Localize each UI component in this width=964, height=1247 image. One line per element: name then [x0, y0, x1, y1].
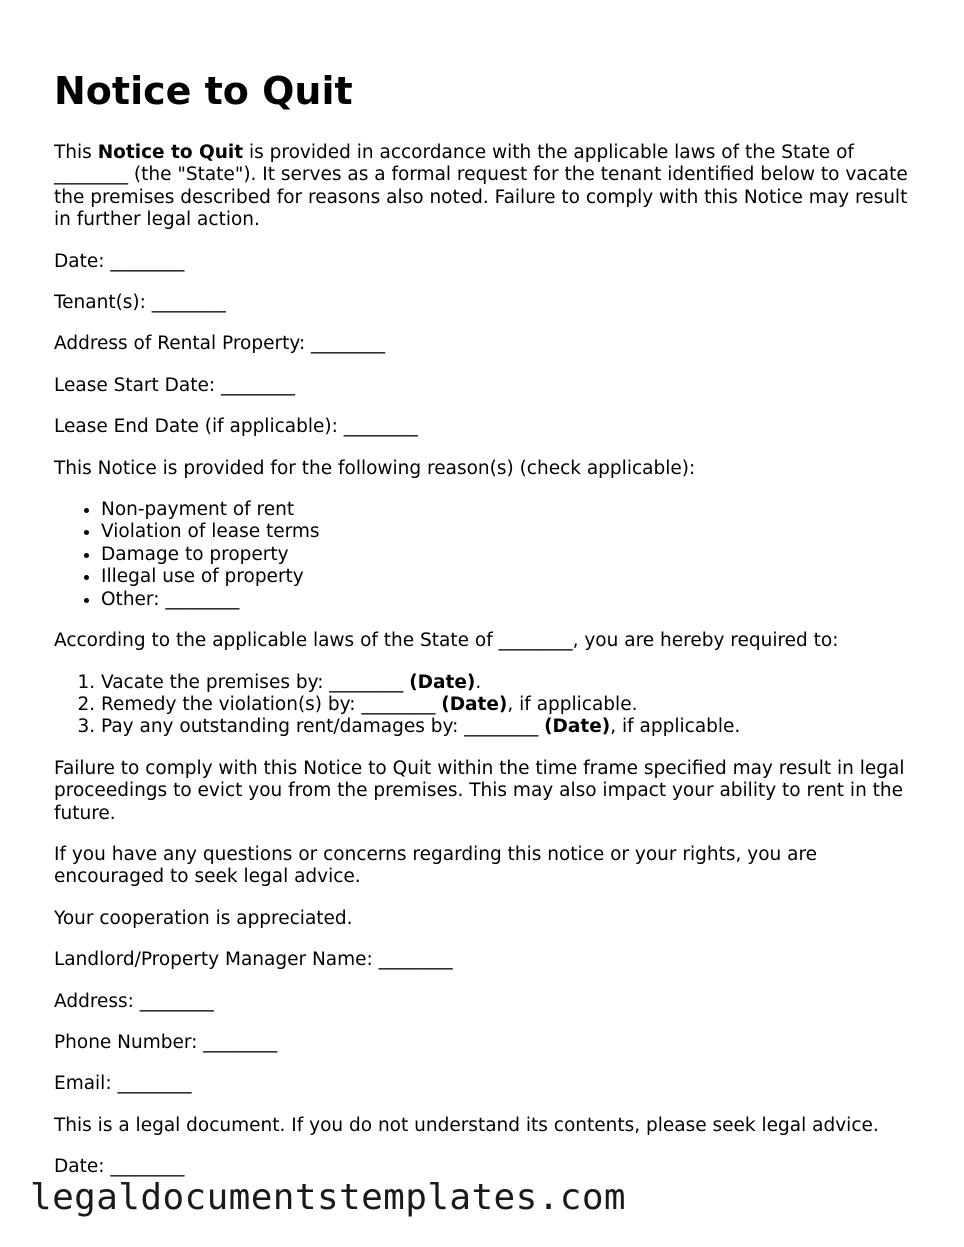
requirement-text: Vacate the premises by: ________ [101, 671, 410, 693]
cooperation-line: Your cooperation is appreciated. [54, 907, 353, 929]
list-item: • Damage to property [101, 544, 920, 566]
requirement-text: Pay any outstanding rent/damages by: ________ [101, 716, 545, 738]
requirement-suffix: , if applicable. [507, 693, 638, 715]
reasons-intro: This Notice is provided for the following reason(s) (check applicable): [54, 457, 696, 479]
requirements-list [54, 672, 920, 739]
list-item [101, 694, 920, 716]
list-item: • Violation of lease terms [101, 521, 920, 543]
list-item: • Other: ________ [101, 589, 920, 611]
field-lease-start: Lease Start Date: ________ [54, 374, 296, 396]
list-item [101, 672, 920, 694]
list-item: • Non-payment of rent [101, 499, 920, 521]
field-phone: Phone Number: ________ [54, 1031, 278, 1053]
document-page [54, 68, 920, 1198]
requirement-suffix: , if applicable. [610, 716, 741, 738]
questions-paragraph: If you have any questions or concerns regarding this notice or your rights, you are encouraged to seek legal advice. [54, 843, 818, 888]
failure-paragraph: Failure to comply with this Notice to Quit within the time frame specified may result in legal proceedings to evict you from the premises. This may also impact your ability to rent in the future. [54, 757, 905, 824]
field-date: Date: ________ [54, 250, 185, 272]
intro-paragraph [54, 142, 920, 232]
intro-rest: is provided in accordance with the applicable laws of the State of ________ (the "State"). It serves as a formal request for the tenant identified below to vacate the premises described for reasons also noted. Failure to comply with this Notice may result in further legal action. [54, 142, 908, 231]
field-lease-end: Lease End Date (if applicable): ________ [54, 416, 418, 438]
requirement-text: Remedy the violation(s) by: ________ [101, 693, 442, 715]
requirement-date-label: (Date) [409, 671, 476, 693]
requirement-date-label: (Date) [544, 716, 611, 738]
list-item [101, 716, 920, 738]
field-email: Email: ________ [54, 1073, 192, 1095]
requirements-intro: According to the applicable laws of the State of ________, you are hereby required to: [54, 630, 839, 652]
intro-bold-title: Notice to Quit [97, 142, 244, 163]
field-landlord-name: Landlord/Property Manager Name: ________ [54, 949, 453, 971]
intro-prefix: This [54, 142, 98, 163]
requirement-suffix: . [475, 671, 482, 693]
site-watermark: legaldocumentstemplates.com [30, 1177, 626, 1218]
requirement-date-label: (Date) [441, 693, 508, 715]
legal-note: This is a legal document. If you do not understand its contents, please seek legal advice. [54, 1114, 879, 1136]
field-date-bottom: Date: ________ [54, 1156, 185, 1178]
field-tenants: Tenant(s): ________ [54, 292, 226, 314]
field-rental-address: Address of Rental Property: ________ [54, 333, 386, 355]
list-item: • Illegal use of property [101, 566, 920, 588]
field-landlord-address: Address: ________ [54, 990, 214, 1012]
reasons-list [54, 499, 920, 611]
document-title: Notice to Quit [54, 69, 353, 113]
